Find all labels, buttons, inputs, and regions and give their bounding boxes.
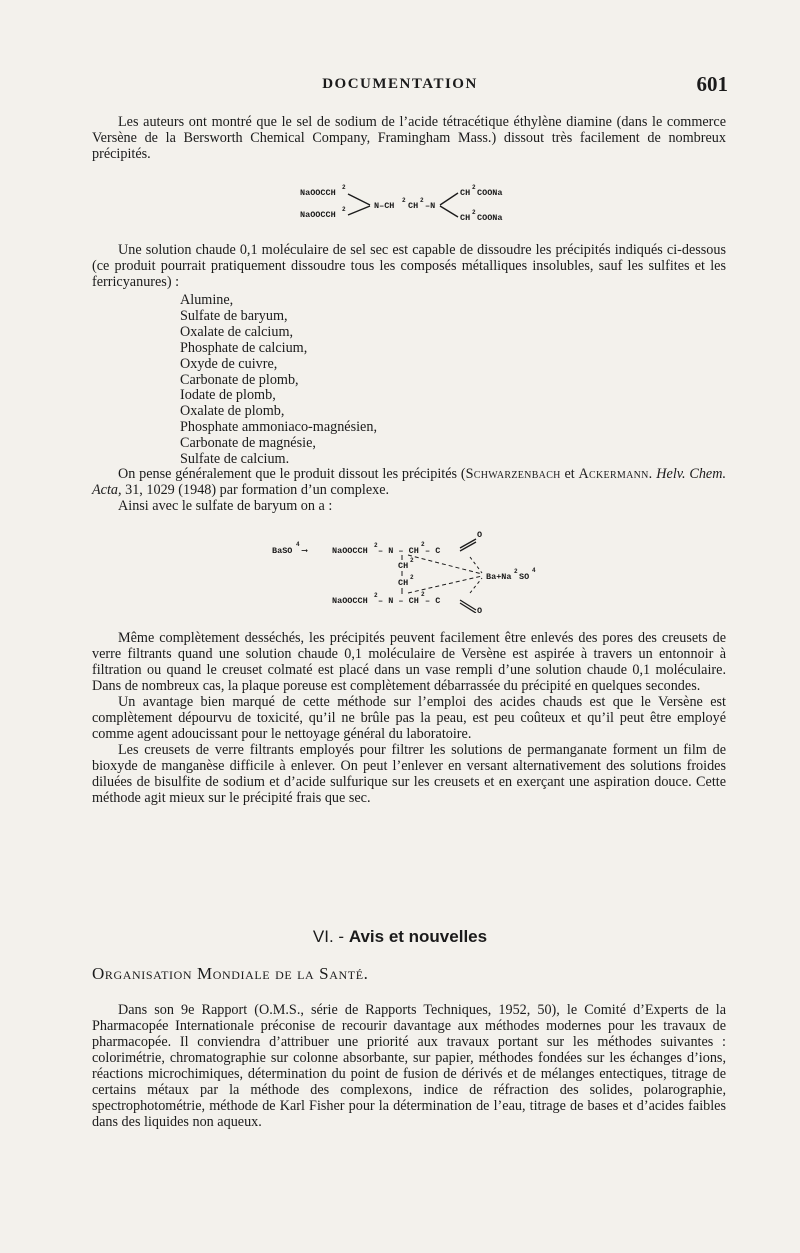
- list-item: Carbonate de plomb,: [180, 371, 299, 388]
- list-item: Oxalate de plomb,: [180, 403, 285, 420]
- formula-center-end: –N: [425, 201, 436, 211]
- list-item: Oxalate de calcium,: [180, 323, 294, 340]
- formula-sub: 2: [421, 541, 425, 548]
- paragraph-advantage: Un avantage bien marqué de cette méthode sur l’emploi des acides chauds est que le Versène est complètement dépourvu de toxicité, qu’il ne brûle pas la peau, est peu coûteux et qu’il peut être employé comme agent adoucissant pour le nettoyage général du laboratoire.: [92, 694, 726, 742]
- section-title: Avis et nouvelles: [348, 927, 488, 946]
- paragraph-versene-intro: Les auteurs ont montré que le sel de sodium de l’acide tétracétique éthylène diamine (dans le commerce Versène de la Bersworth Chemical Company, Framingham Mass.) dissout très facilement de nombreux précipités.: [92, 114, 726, 162]
- bond-line: [348, 194, 370, 205]
- list-item: Sulfate de baryum,: [180, 307, 288, 324]
- formula-ch-b: CH: [398, 578, 409, 588]
- dashed-bond: [470, 578, 482, 593]
- bond-line: [440, 193, 458, 205]
- formula-product: Ba+Na: [486, 572, 512, 582]
- formula-sub: 2: [514, 568, 518, 575]
- list-item: Oxyde de cuivre,: [180, 355, 278, 372]
- paragraph-example: Ainsi avec le sulfate de baryum on a :: [118, 498, 333, 514]
- list-item: Sulfate de calcium.: [180, 451, 290, 468]
- intro-paragraph-block: [92, 114, 726, 162]
- formula-baso: BaSO: [272, 546, 293, 556]
- complex-paragraph-block: [92, 466, 726, 514]
- bond-line: [440, 206, 458, 217]
- formula-ch-a: CH: [398, 561, 409, 571]
- formula-sub: 2: [421, 591, 425, 598]
- text-run: 31, 1029 (1948) par formation d’un complexe.: [121, 482, 390, 498]
- precipitate-list: [180, 293, 600, 468]
- list-item: Iodate de plomb,: [180, 387, 276, 404]
- formula-sub: 2: [410, 557, 414, 564]
- formula-right-top: CH: [460, 188, 471, 198]
- text-run: On pense généralement que le produit dissout les précipités (: [118, 466, 466, 482]
- formula-sub: 2: [342, 206, 346, 213]
- paragraph-oms: Dans son 9e Rapport (O.M.S., série de Rapports Techniques, 1952, 50), le Comité d’Experts de la Pharmacopée Internationale préconise de recourir davantage aux méthodes modernes pour les travaux de pharmacopée. Il conviendra d’attribuer une priorité aux travaux portant sur les méthodes suivantes : colorimétrie, chromatographie sur colonne absorbante, sur papier, méthodes fondées sur les échanges d’ions, réactions microchimiques, détermination du point de fusion de dérivés et de mélanges entectiques, titrage de certains métaux par la méthode des complexons, indice de réfraction des solides, polarographie, spectrophotométrie, méthode de Karl Fisher pour la détermination de l’eau, titrage de bases et d’acides faibles dans des liquides non aqueux.: [92, 1002, 726, 1130]
- formula-sub: 2: [472, 209, 476, 216]
- dashed-bond: [470, 557, 482, 573]
- formula-n-bottom: – N – CH: [378, 596, 419, 606]
- page-number: 601: [696, 72, 728, 96]
- formula-sub: 2: [472, 184, 476, 191]
- formula-sub: 4: [532, 567, 536, 574]
- formula-right-bottom: CH: [460, 213, 471, 223]
- oxygen-top: O: [477, 530, 483, 540]
- formula-sub: 2: [402, 197, 406, 204]
- formula-sub: 2: [410, 574, 414, 581]
- formula-na-bottom: NaOOCCH: [332, 596, 368, 606]
- formula-left-bottom: NaOOCCH: [300, 210, 336, 220]
- oxygen-bottom: O: [477, 606, 483, 613]
- formula-na-top: NaOOCCH: [332, 546, 368, 556]
- formula-sub: 2: [342, 184, 346, 191]
- paragraph-cleaning: Même complètement desséchés, les précipités peuvent facilement être enlevés des pores des creusets de verre filtrants quand une solution chaude 0,1 moléculaire de Versène est aspirée à travers un entonnoir à filtration ou quand le creuset colmaté est placé dans un vase rempli d’une solution chaude 0,1 moléculaire. Dans de nombreux cas, la plaque poreuse est complètement débarrassée du précipité en quelques secondes.: [92, 630, 726, 694]
- solution-paragraph-block: [92, 242, 726, 290]
- oms-paragraph-block: [92, 1002, 726, 1130]
- journal-title: Helv. Chem. Acta,: [92, 466, 726, 498]
- formula-center-mid: CH: [408, 201, 419, 211]
- list-item: Alumine,: [180, 292, 234, 308]
- formula-so: SO: [519, 572, 530, 582]
- formula-sub: 4: [296, 541, 300, 548]
- author-name: Schwarzenbach: [465, 466, 561, 482]
- cleaning-paragraph-block: [92, 630, 726, 806]
- dashed-bond: [408, 576, 482, 593]
- formula-right-bottom-end: COONa: [477, 213, 503, 223]
- formula-left-top: NaOOCCH: [300, 188, 336, 198]
- section-number: VI. -: [312, 927, 349, 946]
- reaction-arrow: ⟶: [302, 546, 308, 556]
- text-run: et: [560, 466, 579, 482]
- formula-c-bottom: – C: [425, 596, 441, 606]
- list-item: Phosphate ammoniaco-magnésien,: [180, 419, 377, 436]
- formula-n-top: – N – CH: [378, 546, 419, 556]
- paragraph-permanganate: Les creusets de verre filtrants employés pour filtrer les solutions de permanganate forment un film de bioxyde de manganèse difficile à enlever. On peut l’enlever en versant alternativement des solutions froides diluées de bisulfite de sodium et d’acide sulfurique sur les creusets et en exerçant une aspiration douce. Cette méthode agit mieux sur le précipité frais que sec.: [92, 742, 726, 806]
- barium-complex-formula: [270, 527, 580, 613]
- formula-right-top-end: COONa: [477, 188, 503, 198]
- bond-line: [348, 206, 370, 215]
- subsection-heading: Organisation Mondiale de la Santé.: [92, 964, 369, 983]
- formula-sub: 2: [374, 542, 378, 549]
- formula-center: N–CH: [374, 201, 395, 211]
- author-name: Ackermann.: [578, 466, 653, 482]
- edta-formula: [298, 180, 538, 230]
- list-item: Carbonate de magnésie,: [180, 435, 316, 452]
- section-heading: [0, 927, 800, 947]
- formula-c-top: – C: [425, 546, 441, 556]
- formula-sub: 2: [374, 592, 378, 599]
- page-header: [0, 72, 800, 102]
- running-title: DOCUMENTATION: [322, 76, 478, 92]
- paragraph-solution: Une solution chaude 0,1 moléculaire de sel sec est capable de dissoudre les précipités indiqués ci-dessous (ce produit pourrait pratiquement dissoudre tous les composés métalliques insolubles, sauf les sulfites et les ferricyanures) :: [92, 242, 726, 290]
- list-item: Phosphate de calcium,: [180, 339, 308, 356]
- formula-sub: 2: [420, 197, 424, 204]
- paragraph-complex: [92, 466, 726, 498]
